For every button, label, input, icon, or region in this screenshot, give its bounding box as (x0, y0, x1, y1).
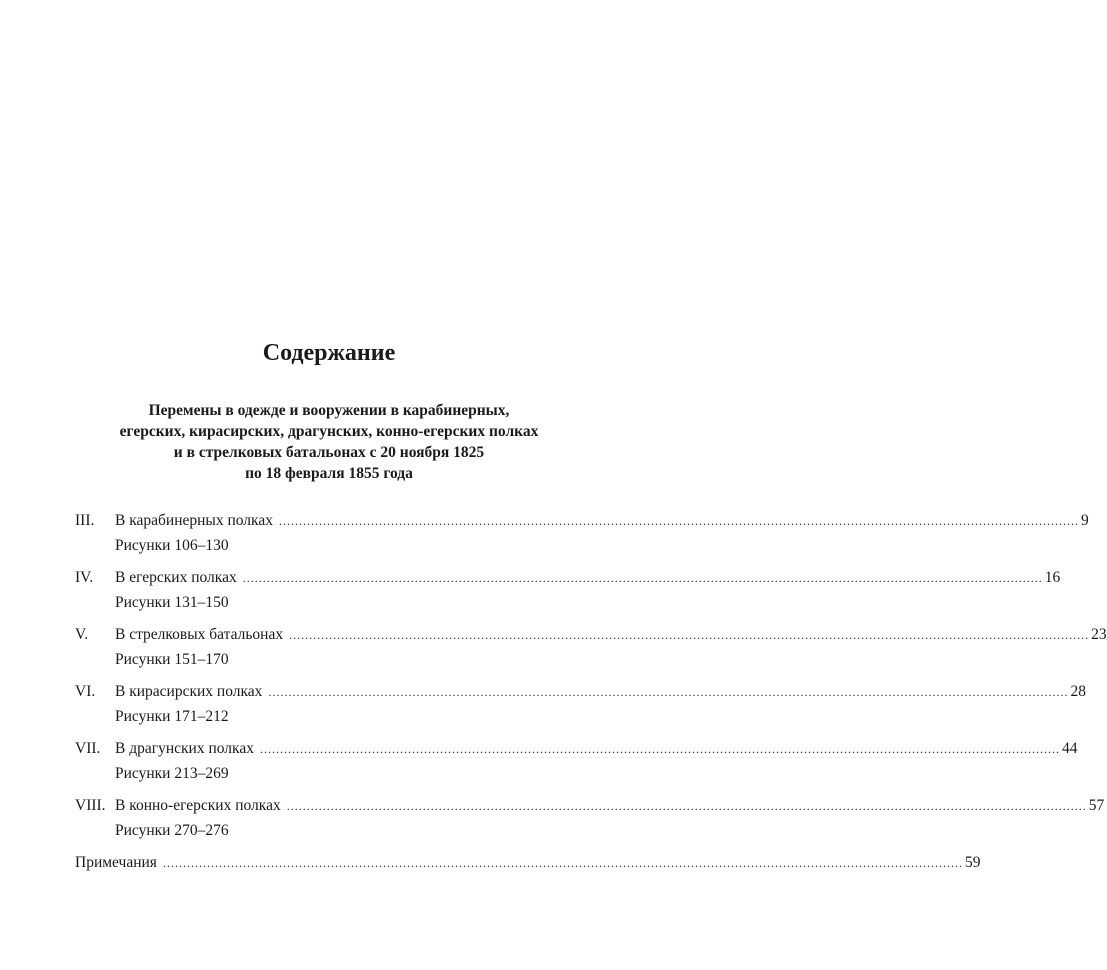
toc-entry-line[interactable] (75, 679, 1086, 704)
toc-entry-line[interactable] (75, 565, 1061, 590)
page-number: 44 (1061, 740, 1078, 757)
toc-entry-3 (75, 508, 1089, 565)
page-number: 28 (1070, 683, 1086, 700)
figures-range: Рисунки 151–170 (115, 651, 229, 668)
page-number: 57 (1088, 797, 1105, 814)
page-title: Содержание (262, 340, 396, 366)
chapter-title: В драгунских полках (115, 740, 254, 757)
chapter-number: IV. (75, 569, 94, 586)
toc-entry-6 (75, 679, 1086, 736)
toc-entry-8 (75, 793, 1105, 850)
toc-entry-7 (75, 736, 1078, 793)
chapter-number: VIII. (75, 797, 106, 814)
toc-entry-line[interactable] (75, 736, 1078, 761)
page-number: 23 (1091, 626, 1107, 643)
chapter-title: В карабинерных полках (115, 512, 273, 529)
dot-leader: ........................................................................................................................................................................................................ (278, 514, 1079, 528)
toc-entry-line[interactable] (75, 508, 1089, 533)
toc-entry-5 (75, 622, 1107, 679)
toc-entry-line[interactable] (75, 850, 981, 875)
subtitle-line: Перемены в одежде и вооружении в карабинерных, (148, 402, 510, 419)
dot-leader: ........................................................................................................................................................................................................ (286, 799, 1087, 813)
chapter-number: VII. (75, 740, 101, 757)
figures-range: Рисунки 106–130 (115, 537, 229, 554)
figures-range: Рисунки 213–269 (115, 765, 229, 782)
page-number: 59 (964, 854, 981, 871)
dot-leader: ........................................................................................................................................................................................................ (162, 856, 963, 870)
notes-title: Примечания (75, 854, 157, 871)
dot-leader: ........................................................................................................................................................................................................ (242, 571, 1043, 585)
chapter-number: III. (75, 512, 95, 529)
dot-leader: ........................................................................................................................................................................................................ (289, 628, 1090, 642)
page-number: 16 (1044, 569, 1061, 586)
toc-subtitle (60, 400, 598, 484)
figures-range: Рисунки 270–276 (115, 822, 229, 839)
dot-leader: ........................................................................................................................................................................................................ (268, 685, 1069, 699)
toc-entry-line[interactable] (75, 622, 1107, 647)
chapter-number: V. (75, 626, 89, 643)
subtitle-line: и в стрелковых батальонах с 20 ноября 1825 (173, 444, 485, 461)
subtitle-line: по 18 февраля 1855 года (245, 465, 413, 482)
toc-entry-4 (75, 565, 1061, 622)
dot-leader: ........................................................................................................................................................................................................ (259, 742, 1060, 756)
chapter-title: В конно-егерских полках (115, 797, 281, 814)
table-of-contents (75, 508, 1107, 875)
toc-entry-line[interactable] (75, 793, 1105, 818)
chapter-title: В егерских полках (115, 569, 237, 586)
figures-range: Рисунки 171–212 (115, 708, 229, 725)
toc-entry-notes (75, 850, 981, 875)
chapter-number: VI. (75, 683, 96, 700)
chapter-title: В стрелковых батальонах (115, 626, 284, 643)
subtitle-line: егерских, кирасирских, драгунских, конно-егерских полках (119, 423, 539, 440)
figures-range: Рисунки 131–150 (115, 594, 229, 611)
chapter-title: В кирасирских полках (115, 683, 263, 700)
page-number: 9 (1080, 512, 1089, 529)
